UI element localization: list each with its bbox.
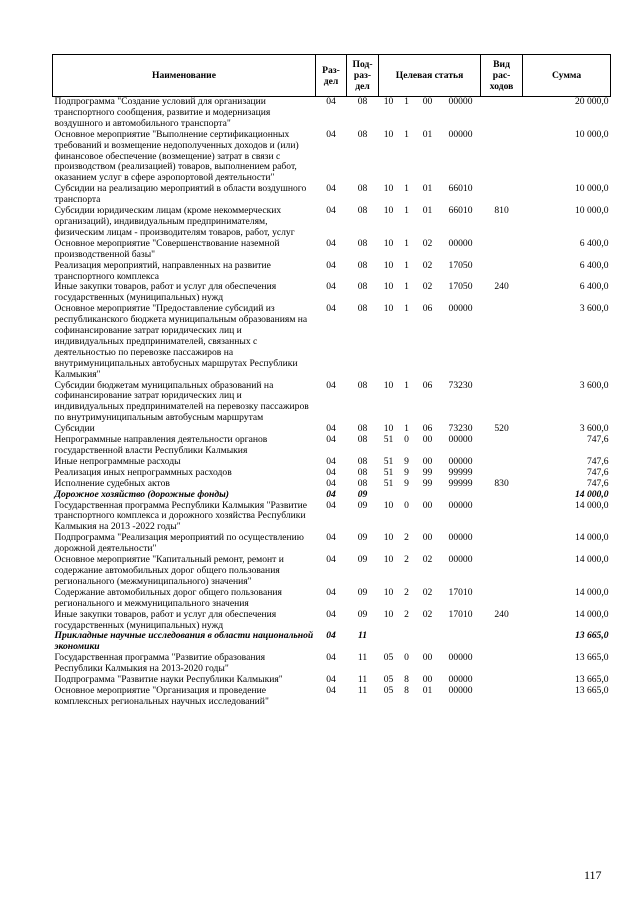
row-target-event: 02 xyxy=(422,586,433,598)
row-name: Субсидии на реализацию мероприятий в области воздушного транспорта xyxy=(54,183,307,206)
row-target-program: 05 xyxy=(383,684,394,696)
row-sum: 14 000,0 xyxy=(574,608,609,620)
row-target-event: 00 xyxy=(422,434,433,446)
row-target-program: 10 xyxy=(383,532,394,544)
row-target-program: 10 xyxy=(383,499,394,511)
row-target-direction xyxy=(441,490,481,501)
row-razdel: 04 xyxy=(326,434,336,446)
row-podrazdel: 09 xyxy=(357,554,368,566)
row-expense-type xyxy=(481,435,523,457)
row-target-direction: 66010 xyxy=(448,205,473,217)
row-target-event xyxy=(415,631,441,653)
row-expense-type xyxy=(481,588,523,610)
row-target-subprogram: 2 xyxy=(404,586,409,598)
row-target-program: 10 xyxy=(383,237,394,249)
row-target-program: 10 xyxy=(383,303,394,315)
row-target-program: 10 xyxy=(383,183,394,195)
row-expense-type: 240 xyxy=(494,608,509,620)
table-row xyxy=(53,184,611,206)
row-podrazdel: 09 xyxy=(357,586,368,598)
table-row xyxy=(53,479,611,490)
row-expense-type xyxy=(481,97,523,130)
row-razdel: 04 xyxy=(326,477,336,489)
row-sum: 747,6 xyxy=(586,434,609,446)
table-row xyxy=(53,653,611,675)
row-target-subprogram: 1 xyxy=(404,281,409,293)
row-name: Государственная программа Республики Калмыкия "Развитие транспортного комплекса и дорожного хозяйства Республики Калмыкия на 2013 -2022 годы" xyxy=(54,499,308,533)
table-row xyxy=(53,206,611,239)
row-name: Содержание автомобильных дорог общего пользования регионального и межмуниципального значения xyxy=(54,586,282,609)
row-target-subprogram: 1 xyxy=(404,205,409,217)
row-razdel: 04 xyxy=(326,674,336,686)
row-name: Субсидии xyxy=(54,423,95,435)
row-razdel: 04 xyxy=(326,205,336,217)
row-target-program: 05 xyxy=(383,674,394,686)
table-row xyxy=(53,130,611,185)
row-podrazdel: 08 xyxy=(357,466,368,478)
row-razdel: 04 xyxy=(326,466,336,478)
row-sum: 14 000,0 xyxy=(574,554,609,566)
row-expense-type xyxy=(481,239,523,261)
row-razdel: 04 xyxy=(326,652,336,664)
row-podrazdel: 08 xyxy=(357,379,368,391)
row-target-program: 10 xyxy=(383,379,394,391)
row-target-event: 02 xyxy=(422,237,433,249)
row-razdel: 04 xyxy=(326,630,336,642)
row-razdel: 04 xyxy=(326,303,336,315)
row-razdel: 04 xyxy=(326,183,336,195)
row-target-event xyxy=(415,490,441,501)
table-row xyxy=(53,381,611,425)
row-target-program: 10 xyxy=(383,281,394,293)
row-target-direction: 00000 xyxy=(448,96,473,107)
row-target-event: 00 xyxy=(422,499,433,511)
row-target-event: 06 xyxy=(422,303,433,315)
row-expense-type xyxy=(481,381,523,425)
row-podrazdel: 09 xyxy=(357,499,368,511)
row-sum: 14 000,0 xyxy=(574,499,609,511)
row-sum: 10 000,0 xyxy=(574,205,609,217)
row-razdel: 04 xyxy=(326,96,336,107)
header-podrazdel: Под- раз- дел xyxy=(347,55,379,97)
row-target-program xyxy=(379,490,399,501)
row-podrazdel: 08 xyxy=(357,128,368,140)
table-row xyxy=(53,304,611,380)
row-podrazdel: 08 xyxy=(357,205,368,217)
row-target-event: 01 xyxy=(422,183,433,195)
row-target-subprogram: 1 xyxy=(404,423,409,435)
header-razdel: Раз- дел xyxy=(316,55,347,97)
row-sum: 10 000,0 xyxy=(574,183,609,195)
row-target-direction xyxy=(441,631,481,653)
row-name: Реализация иных непрограммных расходов xyxy=(54,466,232,478)
row-target-program: 05 xyxy=(383,652,394,664)
row-sum: 10 000,0 xyxy=(574,128,609,140)
row-sum: 20 000,0 xyxy=(574,96,609,107)
row-sum: 13 665,0 xyxy=(574,630,609,642)
row-target-subprogram: 1 xyxy=(404,303,409,315)
header-tselevaya-statya: Целевая статья xyxy=(379,55,481,97)
row-razdel: 04 xyxy=(326,281,336,293)
row-expense-type: 830 xyxy=(494,477,509,489)
row-target-program: 10 xyxy=(383,608,394,620)
row-name: Основное мероприятие "Организация и проведение комплексных региональных научных исследований" xyxy=(54,684,269,707)
budget-table xyxy=(52,54,611,708)
row-name: Подпрограмма "Реализация мероприятий по осуществлению дорожной деятельности" xyxy=(54,532,304,555)
row-name: Подпрограмма "Развитие науки Республики Калмыкия" xyxy=(54,674,283,686)
row-target-direction: 00000 xyxy=(448,434,473,446)
row-razdel: 04 xyxy=(326,237,336,249)
row-target-subprogram: 2 xyxy=(404,554,409,566)
row-razdel: 04 xyxy=(326,684,336,696)
row-expense-type xyxy=(481,261,523,283)
row-expense-type: 520 xyxy=(494,423,509,435)
row-target-program: 51 xyxy=(383,434,394,446)
row-target-subprogram: 2 xyxy=(404,532,409,544)
row-target-event: 01 xyxy=(422,205,433,217)
row-razdel: 04 xyxy=(326,488,336,500)
row-expense-type xyxy=(481,675,523,686)
row-target-direction: 00000 xyxy=(448,674,473,686)
row-target-subprogram: 8 xyxy=(404,684,409,696)
row-razdel: 04 xyxy=(326,455,336,467)
row-name: Иные непрограммные расходы xyxy=(54,455,181,467)
row-sum: 13 665,0 xyxy=(574,684,609,696)
row-target-event: 02 xyxy=(422,608,433,620)
row-expense-type xyxy=(481,457,523,468)
table-row xyxy=(53,261,611,283)
row-target-program: 51 xyxy=(383,455,394,467)
row-target-direction: 00000 xyxy=(448,303,473,315)
table-row xyxy=(53,631,611,653)
row-target-program: 10 xyxy=(383,423,394,435)
row-target-event: 99 xyxy=(422,477,433,489)
row-target-subprogram xyxy=(399,490,415,501)
row-podrazdel: 08 xyxy=(357,183,368,195)
row-target-program: 10 xyxy=(383,554,394,566)
row-expense-type: 240 xyxy=(494,281,509,293)
table-row xyxy=(53,97,611,130)
table-body xyxy=(53,97,611,708)
row-target-direction: 99999 xyxy=(448,466,473,478)
row-target-event: 00 xyxy=(422,532,433,544)
row-target-event: 06 xyxy=(422,379,433,391)
row-target-subprogram xyxy=(399,631,415,653)
row-podrazdel: 09 xyxy=(357,488,368,500)
row-expense-type xyxy=(481,631,523,653)
row-name: Субсидии юридическим лицам (кроме некоммерческих организаций), индивидуальным предпринимателям, физическим лицам - производителям товаров, работ, услуг xyxy=(54,205,295,238)
row-target-direction: 00000 xyxy=(448,237,473,249)
row-target-subprogram: 1 xyxy=(404,237,409,249)
header-vid-rashodov: Вид рас- ходов xyxy=(481,55,523,97)
row-podrazdel: 11 xyxy=(357,652,368,664)
row-target-direction: 00000 xyxy=(448,554,473,566)
row-target-subprogram: 0 xyxy=(404,499,409,511)
row-razdel: 04 xyxy=(326,259,336,271)
row-target-event: 00 xyxy=(422,674,433,686)
row-expense-type xyxy=(481,501,523,534)
row-podrazdel: 08 xyxy=(357,303,368,315)
row-target-subprogram: 1 xyxy=(404,128,409,140)
row-name: Иные закупки товаров, работ и услуг для обеспечения государственных (муниципальных) нужд xyxy=(54,281,277,304)
row-name: Прикладные научные исследования в области национальной экономики xyxy=(54,630,314,653)
row-sum: 13 665,0 xyxy=(574,674,609,686)
row-target-subprogram: 1 xyxy=(404,379,409,391)
page-number: 117 xyxy=(584,868,602,882)
row-sum: 3 600,0 xyxy=(579,379,609,391)
row-target-program: 10 xyxy=(383,205,394,217)
row-sum: 6 400,0 xyxy=(579,237,609,249)
row-razdel: 04 xyxy=(326,532,336,544)
row-target-program: 51 xyxy=(383,466,394,478)
row-target-direction: 66010 xyxy=(448,183,473,195)
row-target-direction: 00000 xyxy=(448,684,473,696)
row-razdel: 04 xyxy=(326,499,336,511)
row-name: Основное мероприятие "Предоставление субсидий из республиканского бюджета муниципальным образованиям на софинансирование затрат юридических лиц и индивидуальных предпринимателей, связанных с деятельностью по перевозке пассажиров на внутримуниципальных автобусных маршрутах Республики Калмыкия" xyxy=(54,303,308,380)
row-name: Основное мероприятие "Выполнение сертификационных требований и возмещение недополученных доходов и (или) финансовое обеспечение (возмещение) затрат в связи с производством (реализацией) товаров, выполнением работ, оказанием услуг в сфере аэропортовой деятельности" xyxy=(54,128,299,184)
row-podrazdel: 08 xyxy=(357,455,368,467)
row-sum: 747,6 xyxy=(586,455,609,467)
row-target-subprogram: 1 xyxy=(404,259,409,271)
row-sum: 14 000,0 xyxy=(574,586,609,598)
row-target-event: 02 xyxy=(422,281,433,293)
row-sum: 14 000,0 xyxy=(574,532,609,544)
table-row xyxy=(53,239,611,261)
row-target-program: 10 xyxy=(383,96,394,107)
row-target-event: 01 xyxy=(422,684,433,696)
table-row xyxy=(53,435,611,457)
row-podrazdel: 11 xyxy=(357,630,368,642)
row-target-program: 10 xyxy=(383,586,394,598)
table-row xyxy=(53,588,611,610)
row-name: Государственная программа "Развитие образования Республики Калмыкия на 2013-2020 годы" xyxy=(54,652,266,675)
row-target-event: 01 xyxy=(422,128,433,140)
row-razdel: 04 xyxy=(326,423,336,435)
row-sum: 14 000,0 xyxy=(574,488,609,500)
row-expense-type: 810 xyxy=(494,205,509,217)
row-target-subprogram: 2 xyxy=(404,608,409,620)
row-target-direction: 00000 xyxy=(448,499,473,511)
row-target-program: 10 xyxy=(383,128,394,140)
row-name: Дорожное хозяйство (дорожные фонды) xyxy=(54,488,229,500)
table-header-row xyxy=(53,55,611,97)
row-target-event: 99 xyxy=(422,466,433,478)
row-target-subprogram: 0 xyxy=(404,434,409,446)
row-name: Иные закупки товаров, работ и услуг для обеспечения государственных (муниципальных) нужд xyxy=(54,608,277,631)
row-podrazdel: 08 xyxy=(357,281,368,293)
row-target-direction: 17010 xyxy=(448,608,473,620)
row-razdel: 04 xyxy=(326,608,336,620)
row-name: Исполнение судебных актов xyxy=(54,477,170,489)
row-expense-type xyxy=(481,653,523,675)
row-target-subprogram: 0 xyxy=(404,652,409,664)
row-name: Субсидии бюджетам муниципальных образований на софинансирование затрат юридических лиц и индивидуальных предпринимателей на перевозку пассажиров по внутримуниципальным автобусным маршрутам xyxy=(54,379,309,424)
row-target-direction: 00000 xyxy=(448,128,473,140)
row-target-direction: 00000 xyxy=(448,455,473,467)
row-expense-type xyxy=(481,555,523,588)
row-target-direction: 00000 xyxy=(448,652,473,664)
row-target-event: 00 xyxy=(422,455,433,467)
row-podrazdel: 08 xyxy=(357,477,368,489)
table-row xyxy=(53,686,611,708)
row-target-event: 02 xyxy=(422,554,433,566)
row-target-direction: 17050 xyxy=(448,281,473,293)
row-podrazdel: 08 xyxy=(357,434,368,446)
row-sum: 747,6 xyxy=(586,466,609,478)
row-sum: 13 665,0 xyxy=(574,652,609,664)
row-target-event: 02 xyxy=(422,259,433,271)
table-row xyxy=(53,282,611,304)
table-row xyxy=(53,501,611,534)
row-sum: 747,6 xyxy=(586,477,609,489)
row-target-direction: 17010 xyxy=(448,586,473,598)
row-razdel: 04 xyxy=(326,128,336,140)
row-name: Основное мероприятие "Совершенствование наземной производственной базы" xyxy=(54,237,280,260)
row-sum: 6 400,0 xyxy=(579,281,609,293)
row-target-direction: 99999 xyxy=(448,477,473,489)
row-target-subprogram: 9 xyxy=(404,466,409,478)
row-target-event: 06 xyxy=(422,423,433,435)
header-name: Наименование xyxy=(53,55,316,97)
row-expense-type xyxy=(481,130,523,185)
row-target-direction: 17050 xyxy=(448,259,473,271)
row-expense-type xyxy=(481,304,523,380)
row-podrazdel: 08 xyxy=(357,423,368,435)
row-target-event: 00 xyxy=(422,652,433,664)
row-target-subprogram: 8 xyxy=(404,674,409,686)
header-summa: Сумма xyxy=(523,55,611,97)
row-target-program: 51 xyxy=(383,477,394,489)
row-podrazdel: 11 xyxy=(357,684,368,696)
row-razdel: 04 xyxy=(326,554,336,566)
row-podrazdel: 08 xyxy=(357,237,368,249)
row-name: Реализация мероприятий, направленных на развитие транспортного комплекса xyxy=(54,259,271,282)
row-podrazdel: 09 xyxy=(357,532,368,544)
row-target-direction: 73230 xyxy=(448,379,473,391)
row-sum: 3 600,0 xyxy=(579,303,609,315)
row-target-program xyxy=(379,631,399,653)
row-target-subprogram: 1 xyxy=(404,96,409,107)
row-target-direction: 73230 xyxy=(448,423,473,435)
row-name: Непрограммные направления деятельности органов государственной власти Республики Калмыкия xyxy=(54,434,268,456)
row-target-subprogram: 9 xyxy=(404,477,409,489)
row-podrazdel: 09 xyxy=(357,608,368,620)
row-expense-type xyxy=(481,490,523,501)
row-target-subprogram: 1 xyxy=(404,183,409,195)
row-expense-type xyxy=(481,686,523,708)
table-row xyxy=(53,533,611,555)
table-row xyxy=(53,555,611,588)
row-podrazdel: 08 xyxy=(357,96,368,107)
row-podrazdel: 08 xyxy=(357,259,368,271)
row-target-direction: 00000 xyxy=(448,532,473,544)
row-expense-type xyxy=(481,533,523,555)
table-row xyxy=(53,610,611,632)
row-name: Подпрограмма "Создание условий для организации транспортного сообщения, развитие и модернизация воздушного и автомобильного транспорта" xyxy=(54,96,271,129)
row-razdel: 04 xyxy=(326,379,336,391)
row-razdel: 04 xyxy=(326,586,336,598)
row-target-event: 00 xyxy=(422,96,433,107)
row-podrazdel: 11 xyxy=(357,674,368,686)
row-name: Основное мероприятие "Капитальный ремонт, ремонт и содержание автомобильных дорог общего пользования регионального (межмуниципального) значения" xyxy=(54,554,284,587)
row-sum: 6 400,0 xyxy=(579,259,609,271)
row-target-subprogram: 9 xyxy=(404,455,409,467)
row-expense-type xyxy=(481,184,523,206)
row-sum: 3 600,0 xyxy=(579,423,609,435)
table-row xyxy=(53,490,611,501)
row-target-program: 10 xyxy=(383,259,394,271)
